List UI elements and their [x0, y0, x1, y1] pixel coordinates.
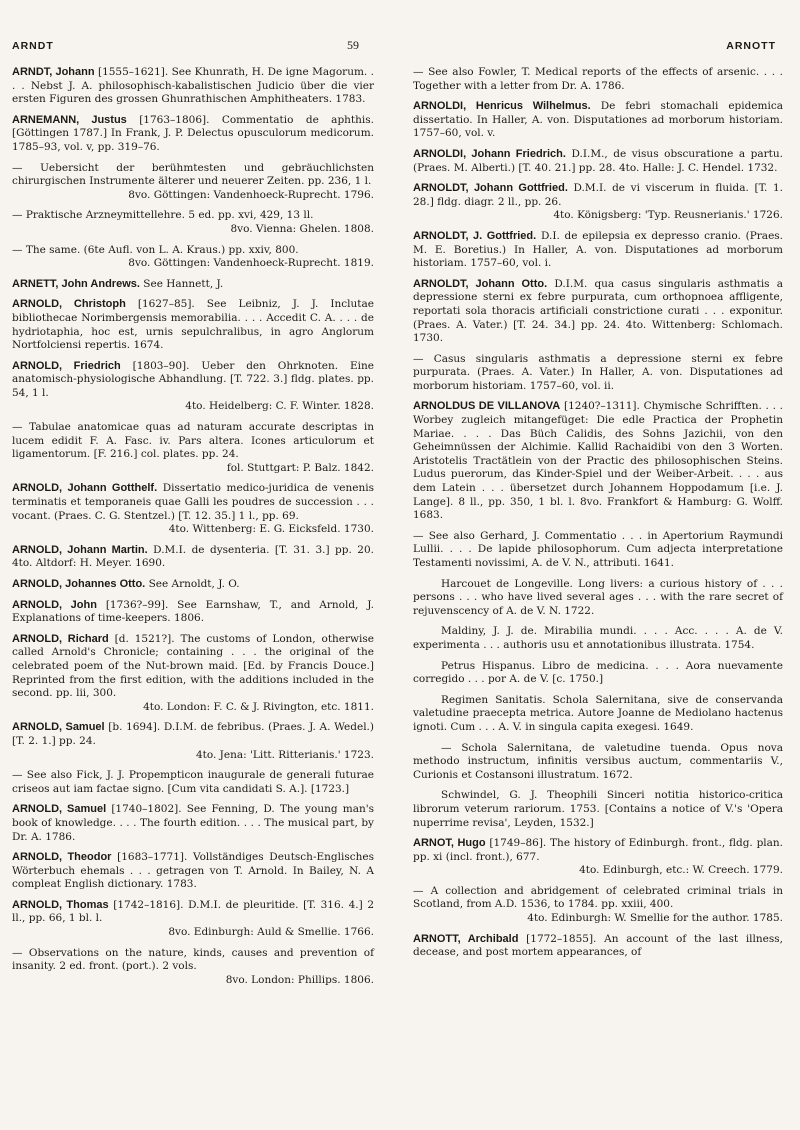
catalog-entry	[413, 578, 783, 619]
entry-imprint: 8vo. Edinburgh: Auld & Smellie. 1766.	[168, 926, 374, 939]
entry-heading: ARNOTT, Archibald	[413, 932, 519, 945]
catalog-entry	[413, 933, 783, 960]
entry-heading: ARNDT, Johann	[12, 66, 95, 78]
catalog-entry	[413, 353, 783, 394]
left-column	[12, 66, 374, 994]
entry-heading: ARNOLDT, J. Gottfried.	[413, 229, 537, 242]
catalog-entry	[413, 230, 783, 271]
entry-heading: ARNOLDUS DE VILLANOVA	[413, 400, 561, 413]
entry-text: D.I.M. qua casus singularis asthmatis a depressione sterni ex febre purpurata, cum orthopnoea affligente, reportati sola thoracis artificiali constrictione curati . . . exponitur. (Praes. A. Vater.) [T. 24. 34.] pp. 24. 4to. Wittenberg: Schlomach. 1730.	[413, 277, 783, 345]
entry-heading: ARNOLD, John	[12, 598, 97, 611]
entry-text: — See also Fick, J. J. Propempticon inaugurale de generali futurae criseos aut iam factae signo. [Cum vita candidati S. A.]. [1723.]	[12, 769, 374, 795]
entry-imprint: 4to. Wittenberg: E. G. Eicksfeld. 1730.	[168, 523, 374, 536]
entry-heading: ARNOLDT, Johann Otto.	[413, 277, 548, 290]
entry-heading: ARNOLD, Samuel	[12, 721, 105, 734]
entry-imprint: 4to. Heidelberg: C. F. Winter. 1828.	[185, 400, 374, 413]
catalog-entry	[413, 625, 783, 652]
entry-text: D.I.M., de visus obscuratione a partu. (Praes. M. Alberti.) [T. 40. 21.] pp. 28. 4to. Halle: J. C. Hendel. 1732.	[413, 147, 783, 174]
catalog-entry	[12, 360, 374, 414]
page-number: 59	[347, 38, 359, 52]
entry-heading: ARNOLD, Johann Martin.	[12, 543, 148, 556]
entry-imprint: 4to. London: F. C. & J. Rivington, etc. 1811.	[143, 700, 374, 713]
entry-heading: ARNOLD, Samuel	[12, 803, 107, 816]
entry-heading: ARNOLD, Johannes Otto.	[12, 578, 146, 590]
entry-text: Dissertatio medico-juridica de venenis terminatis et temporaneis quae Galli les poudres de succession . . . vocant. (Praes. C. G. Stentzel.) [T. 12. 35.] 1 l., pp. 69.	[12, 482, 374, 522]
catalog-entry	[12, 633, 374, 715]
entry-text: — A collection and abridgement of celebrated criminal trials in Scotland, from A.D. 1536, to 1784. pp. xxiii, 400.	[413, 884, 783, 911]
catalog-entry	[12, 209, 374, 236]
entry-text: — Uebersicht der berühmtesten und gebräuchlichsten chirurgischen Instrumente älterer und neuerer Zeiten. pp. 236, 1 l.	[12, 161, 374, 188]
entry-imprint: 4to. Edinburgh: W. Smellie for the author. 1785.	[527, 912, 783, 925]
catalog-entry	[413, 660, 783, 687]
entry-heading: ARNOLDI, Johann Friedrich.	[413, 147, 566, 160]
entry-heading: ARNOLD, Friedrich	[12, 359, 121, 372]
catalog-entry	[12, 298, 374, 352]
entry-text: [1740–1802]. See Fenning, D. The young man's book of knowledge. . . . The fourth edition. . . . The musical part, by Dr. A. 1786.	[12, 803, 374, 843]
catalog-entry	[12, 721, 374, 762]
entry-text: — Praktische Arzneymittellehre. 5 ed. pp. xvi, 429, 13 ll.	[12, 209, 314, 222]
catalog-entry	[413, 694, 783, 735]
entry-text: [1736?–99]. See Earnshaw, T., and Arnold, J. Explanations of time-keepers. 1806.	[12, 598, 374, 625]
entry-text: — Observations on the nature, kinds, causes and prevention of insanity. 2 ed. front. (port.). 2 vols.	[12, 946, 374, 973]
catalog-entry	[12, 851, 374, 892]
entry-heading: ARNOLD, Richard	[12, 632, 109, 645]
entry-text: Maldiny, J. J. de. Mirabilia mundi. . . . Acc. . . . A. de V. experimenta . . . authoris usu et annotationibus illustrata. 1754.	[413, 625, 783, 651]
entry-text: Harcouet de Longeville. Long livers: a curious history of . . . persons . . . who have lived several ages . . . with the rare secret of rejuvenscency of A. de V. N. 1722.	[413, 577, 783, 617]
catalog-entry	[413, 278, 783, 346]
entry-text: D.M.I. de vi viscerum in fluida. [T. 1. 28.] fldg. diagr. 2 ll., pp. 26.	[413, 182, 783, 208]
entry-imprint: 4to. Jena: 'Litt. Ritterianis.' 1723.	[195, 748, 374, 761]
entry-text: — Casus singularis asthmatis a depressione sterni ex febre purpurata. (Praes. A. Vater.) In Haller, A. von. Disputationes ad morborum historiam. 1757–60, vol. ii.	[413, 352, 783, 392]
running-head	[12, 38, 776, 54]
entry-text: Regimen Sanitatis. Schola Salernitana, sive de conservanda valetudine praecepta metrica. Autore Joanne de Mediolano hactenus ignoti. Cum . . . A. V. in singula capita exegesi. 1649.	[413, 693, 783, 733]
entry-text: [1763–1806]. Commentatio de aphthis. [Göttingen 1787.] In Frank, J. P. Delectus opusculorum medicorum. 1785–93, vol. v, pp. 319–76.	[12, 113, 374, 153]
entry-heading: ARNOLD, Christoph	[12, 298, 126, 311]
catalog-entry	[12, 162, 374, 203]
catalog-entry	[12, 578, 374, 592]
entry-imprint: 4to. Königsberg: 'Typ. Reusnerianis.' 1726.	[553, 209, 783, 222]
entry-imprint: 4to. Edinburgh, etc.: W. Creech. 1779.	[579, 864, 783, 877]
entry-imprint: fol. Stuttgart: P. Balz. 1842.	[226, 461, 374, 474]
catalog-entry	[413, 100, 783, 141]
catalog-entry	[12, 899, 374, 940]
entry-imprint: 8vo. Göttingen: Vandenhoeck-Ruprecht. 1819.	[128, 257, 374, 270]
catalog-entry	[413, 530, 783, 571]
entry-heading: ARNOLD, Johann Gotthelf.	[12, 482, 158, 495]
entry-text: [1749–86]. The history of Edinburgh. front., fldg. plan. pp. xi (incl. front.), 677.	[413, 837, 784, 863]
entry-text: — The same. (6te Aufl. von L. A. Kraus.) pp. xxiv, 800.	[12, 243, 299, 256]
entry-text: D.I. de epilepsia ex depresso cranio. (Praes. M. E. Boretius.) In Haller, A. von. Disputationes ad morborum historiam. 1757–60, vol. i.	[413, 229, 784, 270]
entry-text: — See also Gerhard, J. Commentatio . . . in Apertorium Raymundi Lullii. . . . De lapide philosophorum. Cum adjecta interpretatione Testamenti novissimi, A. de V. N., attributi. 1641.	[413, 529, 783, 569]
catalog-entry	[413, 66, 783, 93]
entry-heading: ARNEMANN, Justus	[12, 113, 127, 126]
catalog-entry	[12, 599, 374, 626]
catalog-entry	[12, 769, 374, 796]
entry-text: [1772–1855]. An account of the last illness, decease, and post mortem appearances, of	[413, 932, 783, 959]
entry-text: [1683–1771]. Vollständiges Deutsch-Englisches Wörterbuch ehemals . . . getragen von T. Arnold. In Bailey, N. A compleat English dictionary. 1783.	[12, 851, 374, 891]
entry-text: D.M.I. de dysenteria. [T. 31. 3.] pp. 20. 4to. Altdorf: H. Meyer. 1690.	[12, 543, 374, 570]
catalog-entry	[12, 114, 374, 155]
entry-heading: ARNETT, John Andrews.	[12, 277, 140, 290]
entry-imprint: 8vo. Vienna: Ghelen. 1808.	[230, 222, 374, 235]
entry-text: Petrus Hispanus. Libro de medicina. . . . Aora nuevamente corregido . . . por A. de V. [c. 1750.]	[413, 659, 783, 686]
catalog-entry	[413, 789, 783, 830]
entry-imprint: 8vo. London: Phillips. 1806.	[225, 973, 374, 986]
entry-text: Schwindel, G. J. Theophili Sinceri notitia historico-critica librorum veterum rariorum. 1753. [Contains a notice of V.'s 'Opera nuperrime revisa', Leyden, 1532.]	[413, 789, 783, 829]
entry-heading: ARNOLDT, Johann Gottfried.	[413, 182, 568, 195]
running-head-left: ARNDT	[12, 40, 54, 52]
entry-text: See Hannett, J.	[143, 277, 224, 290]
entry-heading: ARNOT, Hugo	[413, 837, 486, 850]
catalog-entry	[12, 66, 374, 107]
catalog-entry	[413, 400, 783, 522]
running-head-right: ARNOTT	[726, 40, 776, 52]
entry-text: [1803–90]. Ueber den Ohrknoten. Eine anatomisch-physiologische Abhandlung. [T. 722. 3.] fldg. plates. pp. 54, 1 l.	[12, 359, 374, 399]
catalog-entry	[12, 803, 374, 844]
entry-heading: ARNOLD, Thomas	[12, 898, 109, 911]
catalog-entry	[12, 544, 374, 571]
catalog-entry	[413, 885, 783, 926]
catalog-entry	[413, 837, 783, 878]
entry-heading: ARNOLD, Theodor	[12, 851, 112, 864]
entry-heading: ARNOLDI, Henricus Wilhelmus.	[413, 100, 591, 113]
catalog-entry	[12, 482, 374, 536]
catalog-entry	[413, 148, 783, 175]
entry-text: [1742–1816]. D.M.I. de pleuritide. [T. 316. 4.] 2 ll., pp. 66, 1 bl. l.	[12, 898, 375, 925]
entry-text: — See also Fowler, T. Medical reports of the effects of arsenic. . . . Together with a letter from Dr. A. 1786.	[413, 66, 783, 92]
right-column	[413, 66, 783, 967]
catalog-entry	[413, 182, 783, 223]
entry-text: [d. 1521?]. The customs of London, otherwise called Arnold's Chronicle; containing . . . the original of the celebrated poem of the Nut-brown maid. [Ed. by Francis Douce.] Reprinted from the first edition, with the additions included in the second. pp. lii, 300.	[12, 632, 374, 700]
catalog-entry	[12, 421, 374, 475]
entry-text: — Schola Salernitana, de valetudine tuenda. Opus nova methodo instructum, infinitis versibus auctum, commentariis V., Curionis et Costansoni illustratum. 1672.	[413, 741, 783, 781]
entry-text: [1240?–1311]. Chymische Schrifften. . . . Worbey zugleich mitangefüget: Die edle Practica der Prophetin Mariae. . . . Das Büch Calidis, des Sohns Jazichii, von den Geheimnüssen der Alchimie. Kallid Rachaidibi von den 3 Worten. Aristotelis Tractätlein von der Practic des philosophischen Steins. Ludus puerorum, das Kinder-Spiel und der Weiber-Arbeit. . . . aus dem Latein . . . übersetzet durch Johannem Hoppodamum [i.e. J. Lange]. 8 ll., pp. 350, 1 bl. l. 8vo. Frankfort & Hamburg: G. Wolff. 1683.	[413, 400, 783, 522]
catalog-entry	[12, 244, 374, 271]
entry-imprint: 8vo. Göttingen: Vandenhoeck-Ruprecht. 1796.	[128, 188, 374, 201]
entry-text: [1555–1621]. See Khunrath, H. De igne Magorum. . . . Nebst J. A. philosophisch-kabalistischen Judicio über die vier ersten Figuren des grossen Ghunrathischen Amphitheaters. 1783.	[12, 66, 374, 106]
entry-text: [b. 1694]. D.I.M. de febribus. (Praes. J. A. Wedel.) [T. 2. 1.] pp. 24.	[12, 721, 374, 747]
catalog-entry	[12, 947, 374, 988]
entry-text: See Arnoldt, J. O.	[148, 578, 240, 590]
entry-text: [1627–85]. See Leibniz, J. J. Inclutae bibliothecae Norimbergensis memorabilia. . . . Accedit C. A. . . . de hydriotaphia, hoc est, urnis sepulchralibus, in agro Anglorum Nortfolciensi repertis. 1674.	[12, 298, 374, 352]
catalog-entry	[413, 742, 783, 783]
catalog-entry	[12, 278, 374, 292]
entry-text: De febri stomachali epidemica dissertatio. In Haller, A. von. Disputationes ad morborum historiam. 1757–60, vol. v.	[413, 100, 784, 140]
entry-text: — Tabulae anatomicae quas ad naturam accurate descriptas in lucem edidit F. A. Fasc. iv. Pars altera. Icones articulorum et ligamentorum. [F. 216.] col. plates. pp. 24.	[12, 421, 374, 461]
